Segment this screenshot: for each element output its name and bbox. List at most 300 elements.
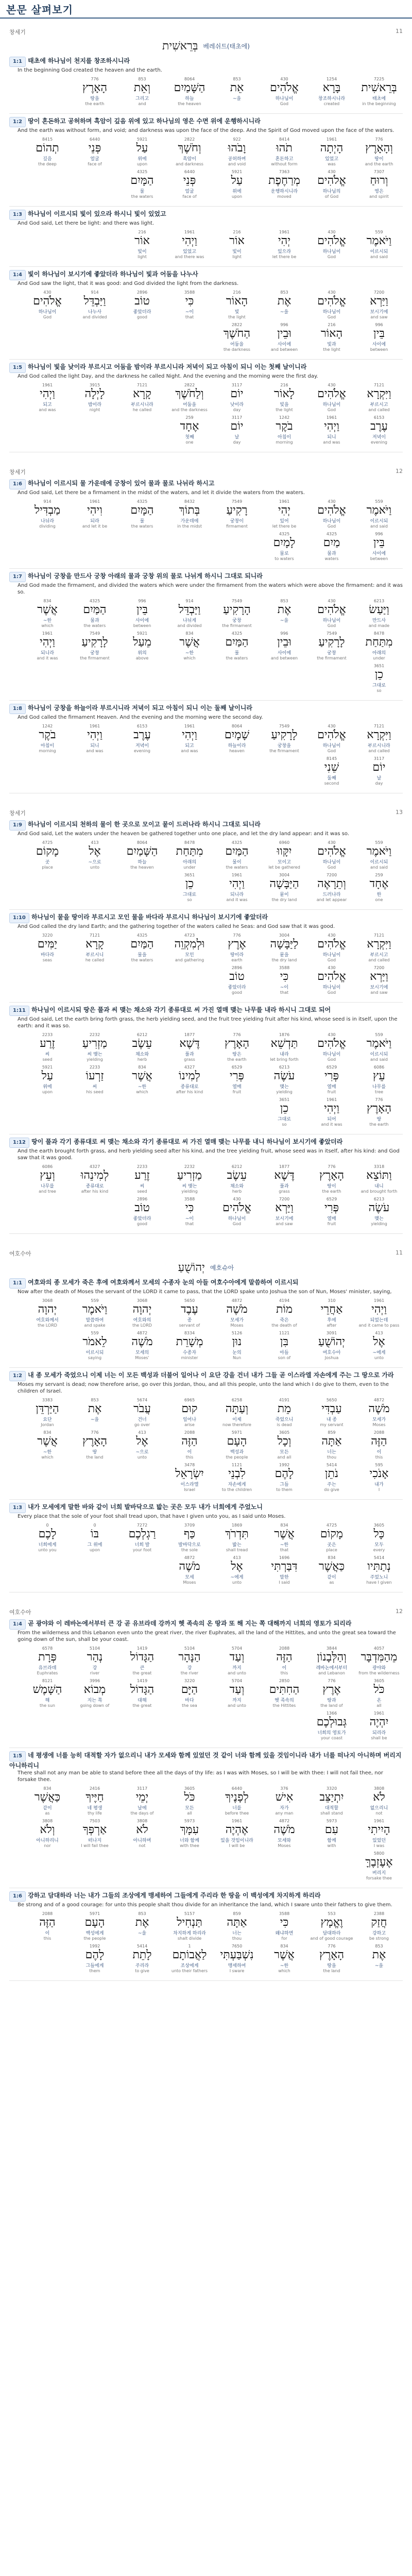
korean-gloss: 죽었으니: [275, 1417, 294, 1422]
english-gloss: Euphrates: [37, 1671, 58, 1675]
english-gloss: forsake thee: [366, 1876, 392, 1880]
word-block: [262, 1097, 307, 1127]
english-gloss: and was: [181, 749, 198, 753]
korean-gloss: 좋았더라: [133, 1216, 151, 1222]
hebrew-word: אֶת: [135, 1916, 149, 1929]
strong-number: 4325: [231, 840, 243, 845]
english-gloss: Moses: [183, 1580, 196, 1585]
strong-number: 834: [43, 599, 52, 603]
divider: [9, 266, 403, 267]
hebrew-word: וְרוּחַ: [370, 174, 388, 187]
strong-number: 3320: [326, 1786, 337, 1791]
hebrew-word: לַיַּבָּשָׁה: [270, 938, 299, 951]
verse-korean-text: 빛이 하나님이 보시기에 좋았더라 하나님이 빛과 어둠을 나누사: [28, 270, 198, 278]
hebrew-word: הָאָרֶץ: [319, 1169, 345, 1182]
hebrew-word: אָנֹכִי: [369, 1467, 389, 1480]
korean-gloss: 수종자: [182, 1350, 197, 1355]
strong-number: 5704: [231, 1646, 243, 1651]
english-gloss: under: [373, 656, 385, 660]
verse: [9, 1138, 403, 1228]
strong-number: 1242: [279, 415, 290, 420]
korean-gloss: 빛과: [327, 342, 336, 347]
verse-korean-text: 네 평생에 너를 능히 대적할 자가 없으리니 내가 모세와 함께 있었던 것 같이 너와 함께 있을 것임이니라 내가 너를 떠나지 아니하며 버리지 아니하리니: [9, 1752, 402, 1769]
word-block: [309, 170, 354, 199]
strong-number: 3844: [326, 1646, 337, 1651]
strong-number: 8478: [373, 631, 385, 636]
word-block: [262, 840, 307, 870]
divider: [9, 568, 403, 569]
word-grid: [9, 289, 403, 354]
korean-gloss: 있으라: [277, 249, 291, 255]
strong-number: 5971: [231, 1430, 243, 1435]
word-block: [25, 1786, 70, 1816]
strong-number: 216: [138, 230, 146, 234]
english-gloss: I was: [373, 1843, 385, 1848]
korean-gloss: 떠나지: [88, 1838, 102, 1843]
korean-gloss: ~을: [232, 96, 242, 101]
korean-gloss: 씨: [92, 1084, 97, 1090]
verse-korean-text: 하나님이 이르시되 땅은 풀과 씨 맺는 채소와 각기 종류대로 씨 가진 열매 맺는 나무를 내라 하시니 그대로 되어: [31, 1006, 331, 1013]
word-block: [72, 1944, 117, 1973]
divider: [9, 1980, 403, 1981]
strong-number: 3004: [279, 873, 290, 877]
strong-number: 559: [91, 1298, 99, 1303]
word-block: [25, 933, 70, 962]
english-gloss: God: [327, 623, 336, 628]
verse-english: And God said, Let the waters under the heaven be gathered together unto one place, and let the dry land appear: and it was so.: [18, 831, 350, 837]
word-block: [167, 290, 212, 319]
english-gloss: from the wilderness: [358, 1671, 400, 1675]
verse-korean: [9, 704, 403, 714]
korean-gloss: 땅이: [374, 157, 384, 162]
english-gloss: good: [137, 1222, 147, 1226]
hebrew-word: יְהוָה: [132, 1303, 152, 1316]
strong-number: 5704: [231, 1679, 243, 1683]
verse-ref: 1:4: [9, 270, 26, 280]
korean-gloss: 날: [376, 776, 382, 781]
strong-number: 559: [375, 230, 383, 234]
hebrew-word: אֲשֶׁר: [274, 1948, 295, 1961]
korean-gloss: 궁창: [90, 651, 99, 656]
english-gloss: my servant: [320, 1422, 344, 1427]
strong-number: 559: [375, 1032, 383, 1037]
word-block: [356, 1331, 402, 1360]
strong-number: 430: [328, 1032, 336, 1037]
strong-number: 5650: [184, 1298, 195, 1303]
korean-gloss: 곳은: [327, 1543, 336, 1548]
word-block: [214, 415, 260, 445]
english-gloss: fruit: [327, 1222, 336, 1226]
english-gloss: every: [373, 1548, 385, 1552]
hebrew-word: יְהוָה: [38, 1303, 57, 1316]
strong-number: 2416: [89, 1786, 100, 1791]
english-gloss: nor: [44, 1843, 51, 1848]
verse-korean-text: 강하고 담대하라 너는 내가 그들의 조상에게 맹세하여 그들에게 주리라 한 땅을 이 백성에게 차지하게 하리라: [28, 1892, 321, 1899]
korean-gloss: 위에: [138, 157, 147, 162]
hebrew-word: יִשְׂרָאֵל: [175, 1467, 204, 1480]
english-gloss: your coast: [320, 1736, 343, 1740]
strong-number: 3478: [184, 1463, 195, 1467]
word-block: [72, 631, 117, 660]
korean-gloss: 저녁이: [372, 435, 386, 440]
hebrew-word: עֵץ: [373, 1070, 385, 1082]
hebrew-word: יְמֵי: [135, 1791, 149, 1804]
word-block: [356, 756, 402, 786]
verse-korean: [9, 1503, 403, 1513]
word-block: [214, 631, 260, 660]
verse: [9, 117, 403, 201]
korean-gloss: 위에: [232, 189, 242, 194]
word-block: [119, 1430, 165, 1460]
strong-number: 2388: [373, 1911, 385, 1916]
strong-number: 834: [328, 1555, 336, 1560]
english-gloss: the earth: [369, 1122, 389, 1127]
hebrew-word: אַחֲרֵי: [320, 1303, 343, 1316]
strong-number: 1992: [89, 1944, 100, 1948]
word-block: [167, 1298, 212, 1328]
korean-gloss: 되고: [43, 402, 52, 408]
english-gloss: to give: [135, 1969, 149, 1973]
strong-number: 3605: [184, 1786, 195, 1791]
hebrew-word: הַיָּם: [181, 1683, 198, 1696]
english-gloss: the Hittites: [272, 1703, 296, 1708]
hebrew-word: עַבְדִּי: [321, 1402, 342, 1415]
hebrew-word: לְמִינוֹ: [179, 1070, 200, 1082]
korean-gloss: 뭍이: [280, 892, 289, 897]
verse-ref: 1:5: [9, 1751, 26, 1761]
strong-number: 310: [328, 1298, 336, 1303]
word-block: [262, 1298, 307, 1328]
english-gloss: be strong: [369, 1936, 389, 1941]
word-block: [214, 599, 260, 628]
strong-number: 996: [280, 631, 288, 636]
strong-number: 3588: [279, 965, 290, 970]
strong-number: 1961: [89, 499, 100, 504]
strong-number: 1961: [373, 1819, 385, 1823]
english-gloss: which: [183, 656, 196, 660]
korean-gloss: 있었고: [324, 157, 339, 162]
korean-gloss: 되리라: [372, 1731, 386, 1736]
hebrew-word: הָאָרֶץ: [82, 81, 108, 94]
korean-gloss: 이르시되: [370, 1052, 388, 1057]
hebrew-word: אֱלֹהִים: [317, 938, 346, 951]
strong-number: 834: [138, 1065, 146, 1070]
verse-korean: [9, 363, 403, 373]
strong-number: 2088: [373, 1430, 385, 1435]
strong-number: 3588: [184, 1197, 195, 1201]
word-block: [119, 77, 165, 106]
english-gloss: let bring forth: [270, 1057, 299, 1062]
hebrew-word: בֵּין: [136, 603, 148, 616]
korean-gloss: 하나님이: [322, 743, 341, 749]
hebrew-word: וַיֹּאמֶר: [366, 234, 392, 247]
korean-gloss: 까지: [232, 1698, 242, 1703]
hebrew-word: עֶרֶב: [370, 420, 388, 433]
korean-gloss: 모이고: [277, 860, 291, 865]
word-block: [25, 1679, 70, 1708]
word-block: [214, 1819, 260, 1848]
hebrew-word: אֲשֶׁר: [274, 1528, 295, 1540]
english-gloss: the earth: [227, 1057, 247, 1062]
korean-gloss: 백성과: [230, 1450, 244, 1455]
english-gloss: the waters: [131, 194, 153, 199]
hebrew-word: מֵת: [277, 1402, 291, 1415]
hebrew-word: הָאָרֶץ: [82, 1435, 108, 1448]
word-block: [356, 1944, 402, 1973]
book-title: [9, 1261, 403, 1274]
page-title: 본문 살펴보기: [6, 3, 73, 16]
hebrew-word: הַחִתִּים: [269, 1683, 300, 1696]
word-block: [262, 1679, 307, 1708]
strong-number: 3808: [373, 1786, 385, 1791]
english-gloss: the waters: [226, 656, 248, 660]
hebrew-word: זַרְעוֹ: [85, 1070, 104, 1082]
section-3: [0, 1240, 412, 1599]
korean-gloss: 영은: [374, 189, 384, 194]
strong-number: 776: [91, 1430, 99, 1435]
english-gloss: not: [375, 1811, 383, 1816]
english-gloss: this: [185, 1455, 194, 1460]
strong-number: 8414: [279, 137, 290, 142]
strong-number: 6440: [184, 170, 195, 174]
korean-gloss: 저녁이: [135, 743, 149, 749]
english-gloss: morning: [39, 749, 56, 753]
english-gloss: God: [327, 865, 336, 870]
english-gloss: and made: [368, 623, 390, 628]
strong-number: 2232: [89, 1032, 100, 1037]
english-gloss: and said: [370, 524, 388, 529]
strong-number: 5800: [373, 1851, 385, 1856]
korean-gloss: 운행하시니라: [270, 189, 298, 194]
hebrew-word: אֶל: [136, 1435, 148, 1448]
word-block: [214, 1555, 260, 1585]
verse-ref: 1:4: [9, 1619, 26, 1630]
hebrew-word: וַיְהִי: [182, 728, 197, 741]
hebrew-word: אֱלֹהִים: [317, 174, 346, 187]
english-gloss: the waters: [226, 865, 248, 870]
english-gloss: God: [327, 255, 336, 259]
hebrew-word: פְּרִי: [324, 1070, 339, 1082]
korean-gloss: 모든: [185, 1806, 194, 1811]
word-block: [72, 1646, 117, 1675]
english-gloss: light: [232, 255, 242, 259]
strong-number: 776: [233, 933, 241, 938]
verse-ref: 1:11: [9, 1006, 29, 1016]
hebrew-word: לַאֲבוֹתָם: [172, 1948, 207, 1961]
korean-gloss: 주는: [327, 1482, 336, 1487]
strong-number: 6212: [136, 1032, 148, 1037]
strong-number: 7549: [326, 631, 337, 636]
strong-number: 4325: [279, 532, 290, 536]
word-block: [262, 1646, 307, 1675]
verse-korean: [9, 270, 403, 280]
word-block: [309, 965, 354, 995]
word-block: [356, 415, 402, 445]
english-gloss: the sun: [40, 1703, 55, 1708]
word-block: [356, 1646, 402, 1675]
strong-number: 430: [328, 290, 336, 295]
hebrew-word: הָיְתָה: [320, 142, 344, 155]
word-block: [214, 1646, 260, 1675]
hebrew-word: נִשְׁבַּעְתִּי: [220, 1948, 254, 1961]
hebrew-word: לָתֵת: [132, 1948, 152, 1961]
word-block: [167, 137, 212, 166]
english-gloss: with thee: [180, 1843, 199, 1848]
word-block: [167, 1430, 212, 1460]
korean-gloss: 어둠을: [182, 402, 197, 408]
hebrew-word: יִהְיֶה: [369, 1716, 389, 1728]
korean-gloss: 둘째: [327, 776, 336, 781]
strong-number: 3117: [136, 1786, 148, 1791]
strong-number: 914: [43, 499, 52, 504]
hebrew-word: הַחֹשֶׁךְ: [223, 327, 251, 340]
word-block: [72, 1523, 117, 1552]
strong-number: 413: [233, 1555, 241, 1560]
korean-gloss: 조상에게: [180, 1963, 199, 1969]
hebrew-word: רַגְלְכֶם: [128, 1528, 156, 1540]
korean-gloss: ~에게: [230, 1575, 244, 1580]
content: [0, 19, 412, 1987]
word-block: [356, 1032, 402, 1062]
english-gloss: the light: [276, 408, 293, 412]
word-block: [262, 1430, 307, 1460]
hebrew-word: מֵעַל: [133, 636, 151, 649]
hebrew-word: לִבְנֵי: [228, 1467, 246, 1480]
english-gloss: unto: [137, 1455, 147, 1460]
english-gloss: which: [278, 1969, 290, 1973]
strong-number: 8064: [231, 724, 243, 728]
verse: [9, 210, 403, 261]
korean-gloss: 아니하며: [133, 1838, 151, 1843]
english-gloss: and: [138, 101, 146, 106]
strong-number: 7549: [231, 599, 243, 603]
verse: [9, 57, 403, 108]
word-block: [309, 1097, 354, 1127]
word-block: [214, 840, 260, 870]
strong-number: 4327: [184, 1065, 195, 1070]
hebrew-word: וַיְהִי: [371, 1303, 387, 1316]
hebrew-word: אֵת: [230, 81, 244, 94]
strong-number: 5414: [373, 1555, 385, 1560]
korean-gloss: 풀과: [185, 1052, 194, 1057]
page-number: 12: [396, 1608, 403, 1615]
strong-number: 834: [43, 1430, 52, 1435]
hebrew-word: מֵהַמִּדְבָּר: [360, 1651, 398, 1664]
hebrew-word: נְתַתִּיו: [367, 1560, 391, 1573]
english-gloss: and Lebanon: [318, 1671, 345, 1675]
korean-gloss: 물: [140, 519, 145, 524]
korean-gloss: ~한: [43, 618, 52, 623]
word-block: [119, 230, 165, 259]
hebrew-word: וַיְהִי: [182, 234, 197, 247]
hebrew-word: תִּדְרֹךְ: [225, 1528, 249, 1540]
word-block: [119, 137, 165, 166]
word-block: [119, 1065, 165, 1094]
hebrew-word: וְעֵץ: [40, 1169, 55, 1182]
strong-number: 2088: [184, 1430, 195, 1435]
verse-korean-text: 여호와의 종 모세가 죽은 후에 여호와께서 모세의 수종자 눈의 아들 여호수아에게 말씀하여 이르시되: [28, 1279, 299, 1286]
hebrew-word: תְהוֹם: [36, 142, 59, 155]
korean-gloss: 씨 맺는: [182, 1184, 197, 1189]
korean-gloss: 좋았더라: [228, 985, 246, 990]
strong-number: 413: [375, 1331, 383, 1335]
hebrew-word: לָרָקִיעַ: [81, 636, 108, 649]
korean-gloss: 광야와: [372, 1666, 386, 1671]
word-block: [167, 1944, 212, 1973]
korean-gloss: 모인: [185, 953, 194, 958]
word-block: [167, 1164, 212, 1194]
strong-number: 2850: [279, 1679, 290, 1683]
strong-number: 3605: [373, 1523, 385, 1528]
word-block: [72, 77, 117, 106]
english-gloss: place: [42, 865, 53, 870]
verse-korean: [9, 1619, 403, 1630]
english-gloss: evening: [370, 440, 388, 445]
word-block: [309, 1331, 354, 1360]
korean-gloss: 하나님이: [322, 618, 341, 623]
hebrew-word: הַזֶּה: [181, 1435, 198, 1448]
hebrew-word: מֹשֶׁה: [179, 1560, 200, 1573]
word-block: [214, 383, 260, 412]
hebrew-word: לָהֶם: [85, 1948, 105, 1961]
english-gloss: so: [282, 1122, 287, 1127]
english-gloss: after: [327, 1323, 337, 1328]
korean-gloss: 레바논에서부터: [316, 1666, 348, 1671]
strong-number: 5971: [89, 1911, 100, 1916]
word-block: [72, 933, 117, 962]
korean-gloss: 하나님이: [275, 96, 294, 101]
strong-number: 6440: [231, 1786, 243, 1791]
hebrew-word: אֶת: [372, 1948, 386, 1961]
verse-english: In the beginning God created the heaven and the earth.: [18, 67, 162, 73]
korean-gloss: 자손에게: [228, 1482, 246, 1487]
english-gloss: and was: [86, 749, 104, 753]
english-gloss: the LORD: [132, 1323, 152, 1328]
strong-number: 5650: [326, 1398, 337, 1402]
korean-gloss: 빛이: [232, 249, 242, 255]
english-gloss: one: [375, 897, 383, 902]
english-gloss: that: [280, 990, 289, 995]
word-block: [262, 1065, 307, 1094]
word-block: [214, 1944, 260, 1973]
hebrew-word: כִּי: [185, 295, 194, 308]
hebrew-word: וַיִּקְרָא: [367, 387, 391, 400]
word-block: [119, 1331, 165, 1360]
english-gloss: and called: [368, 958, 390, 962]
korean-gloss: ~한: [280, 1543, 289, 1548]
verse: [9, 704, 403, 788]
strong-number: 5157: [184, 1911, 195, 1916]
english-gloss: night: [89, 408, 100, 412]
strong-number: 216: [328, 323, 336, 327]
korean-gloss: 되라: [90, 519, 99, 524]
word-grid: [9, 382, 403, 447]
strong-number: 430: [328, 933, 336, 938]
verse-korean-text: 하나님이 뭍을 땅이라 부르시고 모인 물을 바다라 부르시니 하나님이 보시기에 좋았더라: [31, 913, 268, 921]
korean-gloss: 되고: [185, 743, 194, 749]
strong-number: 2088: [42, 1911, 53, 1916]
korean-gloss: 만드사: [372, 618, 386, 623]
hebrew-word: קוּם: [181, 1402, 198, 1415]
korean-gloss: 날: [234, 435, 239, 440]
hebrew-word: וַיַּרְא: [275, 1201, 294, 1214]
english-gloss: the firmament: [80, 656, 110, 660]
english-gloss: seas: [42, 958, 53, 962]
english-gloss: the river: [180, 1671, 199, 1675]
word-block: [214, 290, 260, 319]
english-gloss: firmament: [226, 524, 248, 529]
strong-number: 1961: [326, 1097, 337, 1102]
